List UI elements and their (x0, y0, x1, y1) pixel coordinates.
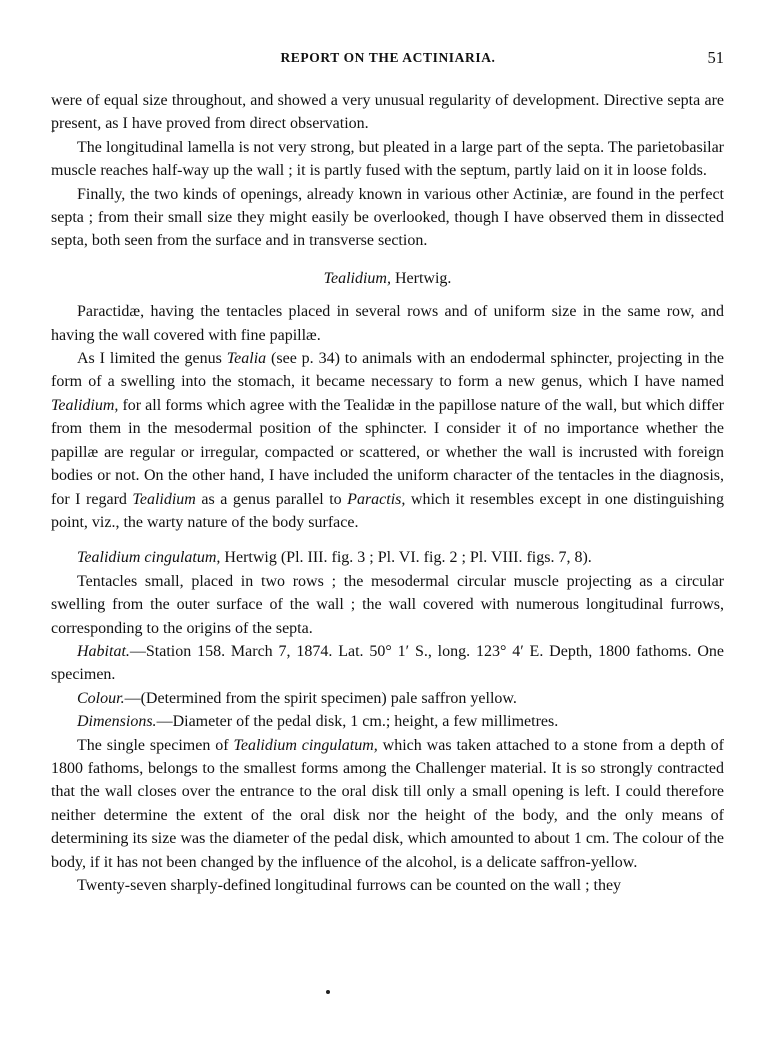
text-run: for all forms which agree with the Tealidæ in the papillose nature of the wall, but which differ from them in the mesodermal position of the sphincter. I consider it of no importance whether the papillæ are regular or irregular, compacted or scattered, or whether the wall is incrusted with foreign bodies or not. On the other hand, I have included the uniform character of the tentacles in the diagnosis, for I regard (51, 396, 724, 508)
dimensions-label: Dimensions. (77, 713, 157, 731)
page-number: 51 (707, 48, 724, 67)
species-colour (51, 687, 724, 710)
genus-name: Tealia (226, 350, 267, 368)
text-run: The single specimen of (77, 736, 234, 754)
genus-heading-name: Tealidium, (323, 269, 391, 287)
species-name: Tealidium cingulatum, (233, 736, 378, 754)
habitat-text: —Station 158. March 7, 1874. Lat. 50° 1′ S., long. 123° 4′ E. Depth, 1800 fathoms. One specimen. (51, 642, 724, 684)
genus-name: Tealidium, (51, 396, 119, 414)
genus-discussion (51, 347, 724, 534)
species-dimensions (51, 710, 724, 733)
paragraph-lamella: The longitudinal lamella is not very strong, but pleated in a large part of the septa. The parietobasilar muscle reaches half-way up the wall ; it is partly fused with the septum, partly laid on it in loose folds. (51, 138, 724, 180)
species-habitat (51, 640, 724, 687)
species-heading (51, 546, 724, 569)
text-run: which it resembles except in one distinguishing point, viz., the warty nature of the body surface. (51, 490, 725, 531)
paragraph-continuation: were of equal size throughout, and showed a very unusual regularity of development. Directive septa are present, as I have proved from direct observation. (51, 92, 724, 133)
genus-name: Paractis, (347, 490, 406, 508)
ink-dot (326, 990, 330, 994)
colour-text: —(Determined from the spirit specimen) pale saffron yellow. (124, 689, 517, 707)
paragraph-furrows: Twenty-seven sharply-defined longitudinal furrows can be counted on the wall ; they (77, 877, 622, 894)
species-citation: Hertwig (Pl. III. fig. 3 ; Pl. VI. fig. 2 ; Pl. VIII. figs. 7, 8). (220, 549, 592, 567)
text-run: which was taken attached to a stone from a depth of 1800 fathoms, belongs to the smallest forms among the Challenger material. It is so strongly contracted that the wall closes over the entrance to the oral disk till only a small opening is left. I could therefore neither determine the extent of the oral disk nor the height of the body, and the only means of determining its size was the diameter of the pedal disk, which amounted to about 1 cm. The colour of the body, if it has not been changed by the influence of the alcohol, is a delicate saffron-yellow. (51, 736, 725, 871)
habitat-label: Habitat. (77, 642, 130, 660)
dimensions-text: —Diameter of the pedal disk, 1 cm.; height, a few millimetres. (156, 713, 559, 731)
stray-mark: ˊ (51, 129, 56, 144)
text-run: As I limited the genus (77, 350, 227, 368)
running-title: REPORT ON THE ACTINIARIA. (280, 50, 496, 65)
colour-label: Colour. (77, 689, 125, 707)
species-diagnosis: Tentacles small, placed in two rows ; the mesodermal circular muscle projecting as a circular swelling from the outer surface of the wall ; the wall covered with numerous longitudinal furrows, corresponding to the origins of the septa. (51, 572, 724, 637)
species-description (51, 734, 724, 874)
species-name: Tealidium cingulatum, (77, 549, 221, 567)
genus-heading (51, 267, 724, 290)
genus-heading-author: Hertwig. (390, 269, 452, 287)
body-text (51, 89, 724, 897)
running-head (0, 48, 776, 70)
text-run: as a genus parallel to (195, 490, 348, 508)
text-run: (see p. 34) to animals with an endodermal sphincter, projecting in the form of a swelling into the stomach, it became necessary to form a new genus, which I have named (51, 350, 725, 391)
genus-diagnosis: Paractidæ, having the tentacles placed in several rows and of uniform size in the same row, and having the wall covered with fine papillæ. (51, 303, 724, 344)
paragraph-openings: Finally, the two kinds of openings, already known in various other Actiniæ, are found in the perfect septa ; from their small size they might easily be overlooked, though I have observed them in dissected septa, both seen from the surface and in transverse section. (51, 185, 724, 250)
genus-name: Tealidium (132, 490, 196, 508)
